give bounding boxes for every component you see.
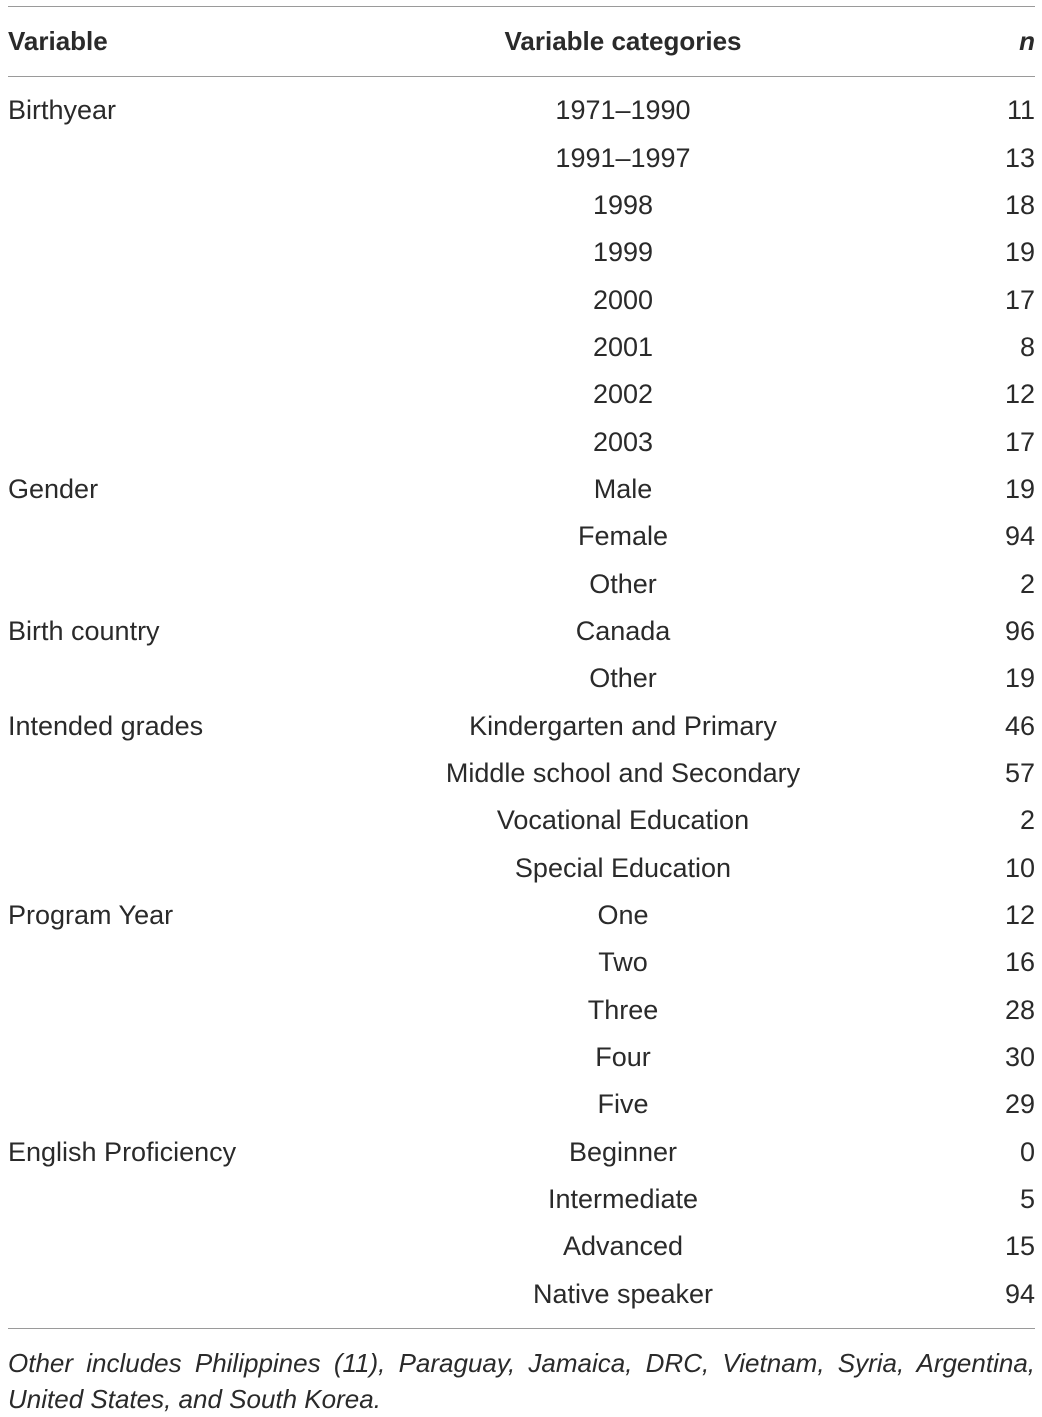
cell-n: 94 — [1004, 1278, 1035, 1309]
cell-category: Canada — [575, 615, 671, 646]
cell-variable: Birthyear — [8, 95, 117, 126]
cell-variable — [8, 371, 388, 418]
table-row — [8, 939, 1035, 986]
cell-category: Special Education — [514, 852, 732, 883]
cell-variable — [8, 845, 388, 892]
cell-n: 19 — [1004, 663, 1035, 694]
cell-n: 30 — [1004, 1042, 1035, 1073]
cell-n: 17 — [1004, 426, 1035, 457]
demographics-table — [8, 7, 1035, 1318]
cell-n: 29 — [1004, 1089, 1035, 1120]
cell-category: Other — [589, 663, 657, 694]
table-row — [8, 77, 1035, 135]
cell-variable — [8, 134, 388, 181]
cell-category: Other — [589, 568, 657, 599]
cell-n: 12 — [1004, 900, 1035, 931]
cell-category: 2000 — [592, 284, 654, 315]
cell-variable — [8, 182, 388, 229]
table-row — [8, 892, 1035, 939]
cell-variable — [8, 229, 388, 276]
table-bottom-rule — [8, 1328, 1035, 1329]
cell-variable — [8, 987, 388, 1034]
cell-category: One — [597, 900, 649, 931]
cell-category: 2002 — [592, 379, 654, 410]
cell-variable — [8, 1081, 388, 1128]
cell-n: 19 — [1004, 473, 1035, 504]
cell-n: 13 — [1004, 142, 1035, 173]
table-row — [8, 797, 1035, 844]
header-row — [8, 7, 1035, 77]
cell-variable — [8, 939, 388, 986]
cell-variable — [8, 750, 388, 797]
table-row — [8, 324, 1035, 371]
table-row — [8, 229, 1035, 276]
cell-variable: Intended grades — [8, 710, 204, 741]
cell-category: Native speaker — [532, 1278, 714, 1309]
cell-n: 96 — [1004, 615, 1035, 646]
table-row — [8, 655, 1035, 702]
table-row — [8, 1176, 1035, 1223]
cell-n: 0 — [1019, 1136, 1035, 1167]
cell-variable — [8, 1034, 388, 1081]
cell-category: Five — [597, 1089, 649, 1120]
cell-variable — [8, 560, 388, 607]
table-row — [8, 1223, 1035, 1270]
table-row — [8, 702, 1035, 749]
cell-category: 2003 — [592, 426, 654, 457]
cell-variable: Program Year — [8, 900, 174, 931]
cell-n: 28 — [1004, 994, 1035, 1025]
table-row — [8, 513, 1035, 560]
cell-variable — [8, 324, 388, 371]
cell-category: 1998 — [592, 189, 654, 220]
table-row — [8, 1129, 1035, 1176]
cell-category: Three — [587, 994, 659, 1025]
cell-n: 2 — [1019, 568, 1035, 599]
cell-category: Beginner — [568, 1136, 678, 1167]
cell-n: 5 — [1019, 1184, 1035, 1215]
cell-category: Male — [593, 473, 653, 504]
cell-variable — [8, 276, 388, 323]
cell-category: Vocational Education — [496, 805, 750, 836]
cell-variable: Gender — [8, 473, 99, 504]
cell-variable — [8, 655, 388, 702]
table-row — [8, 608, 1035, 655]
table-row — [8, 1034, 1035, 1081]
table-row — [8, 182, 1035, 229]
table-row — [8, 845, 1035, 892]
cell-variable — [8, 797, 388, 844]
cell-variable: Birth country — [8, 615, 160, 646]
header-n: n — [1019, 26, 1035, 56]
cell-variable: English Proficiency — [8, 1136, 237, 1167]
cell-variable — [8, 1271, 388, 1318]
cell-category: Kindergarten and Primary — [469, 710, 777, 741]
table-row — [8, 371, 1035, 418]
cell-variable — [8, 513, 388, 560]
header-variable-categories: Variable categories — [504, 26, 742, 56]
table-row — [8, 466, 1035, 513]
cell-n: 57 — [1004, 757, 1035, 788]
cell-n: 15 — [1004, 1231, 1035, 1262]
cell-variable — [8, 1223, 388, 1270]
cell-n: 12 — [1004, 379, 1035, 410]
cell-category: 1971–1990 — [555, 95, 691, 126]
cell-n: 18 — [1004, 189, 1035, 220]
cell-n: 19 — [1004, 237, 1035, 268]
cell-category: Female — [577, 521, 669, 552]
cell-n: 8 — [1019, 331, 1035, 362]
cell-category: Middle school and Secondary — [445, 757, 801, 788]
data-table-container — [8, 0, 1035, 1417]
cell-variable — [8, 1176, 388, 1223]
cell-category: Intermediate — [547, 1184, 699, 1215]
table-row — [8, 750, 1035, 797]
cell-category: Advanced — [562, 1231, 684, 1262]
cell-n: 46 — [1004, 710, 1035, 741]
cell-n: 94 — [1004, 521, 1035, 552]
table-row — [8, 987, 1035, 1034]
cell-category: Four — [595, 1042, 651, 1073]
cell-category: Two — [598, 947, 648, 978]
cell-n: 10 — [1004, 852, 1035, 883]
cell-n: 17 — [1004, 284, 1035, 315]
table-footnote: Other includes Philippines (11), Paraguay, Jamaica, DRC, Vietnam, Syria, Argentina, United States, and South Korea. — [8, 1347, 1035, 1414]
header-variable: Variable — [8, 26, 108, 56]
cell-n: 11 — [1006, 95, 1035, 126]
table-row — [8, 1081, 1035, 1128]
table-header — [8, 7, 1035, 77]
table-row — [8, 418, 1035, 465]
table-row — [8, 134, 1035, 181]
table-row — [8, 276, 1035, 323]
table-row — [8, 1271, 1035, 1318]
cell-category: 1991–1997 — [555, 142, 691, 173]
cell-variable — [8, 418, 388, 465]
table-row — [8, 560, 1035, 607]
table-body — [8, 77, 1035, 1318]
cell-category: 1999 — [592, 237, 654, 268]
cell-n: 16 — [1004, 947, 1035, 978]
cell-n: 2 — [1019, 805, 1035, 836]
cell-category: 2001 — [592, 331, 654, 362]
